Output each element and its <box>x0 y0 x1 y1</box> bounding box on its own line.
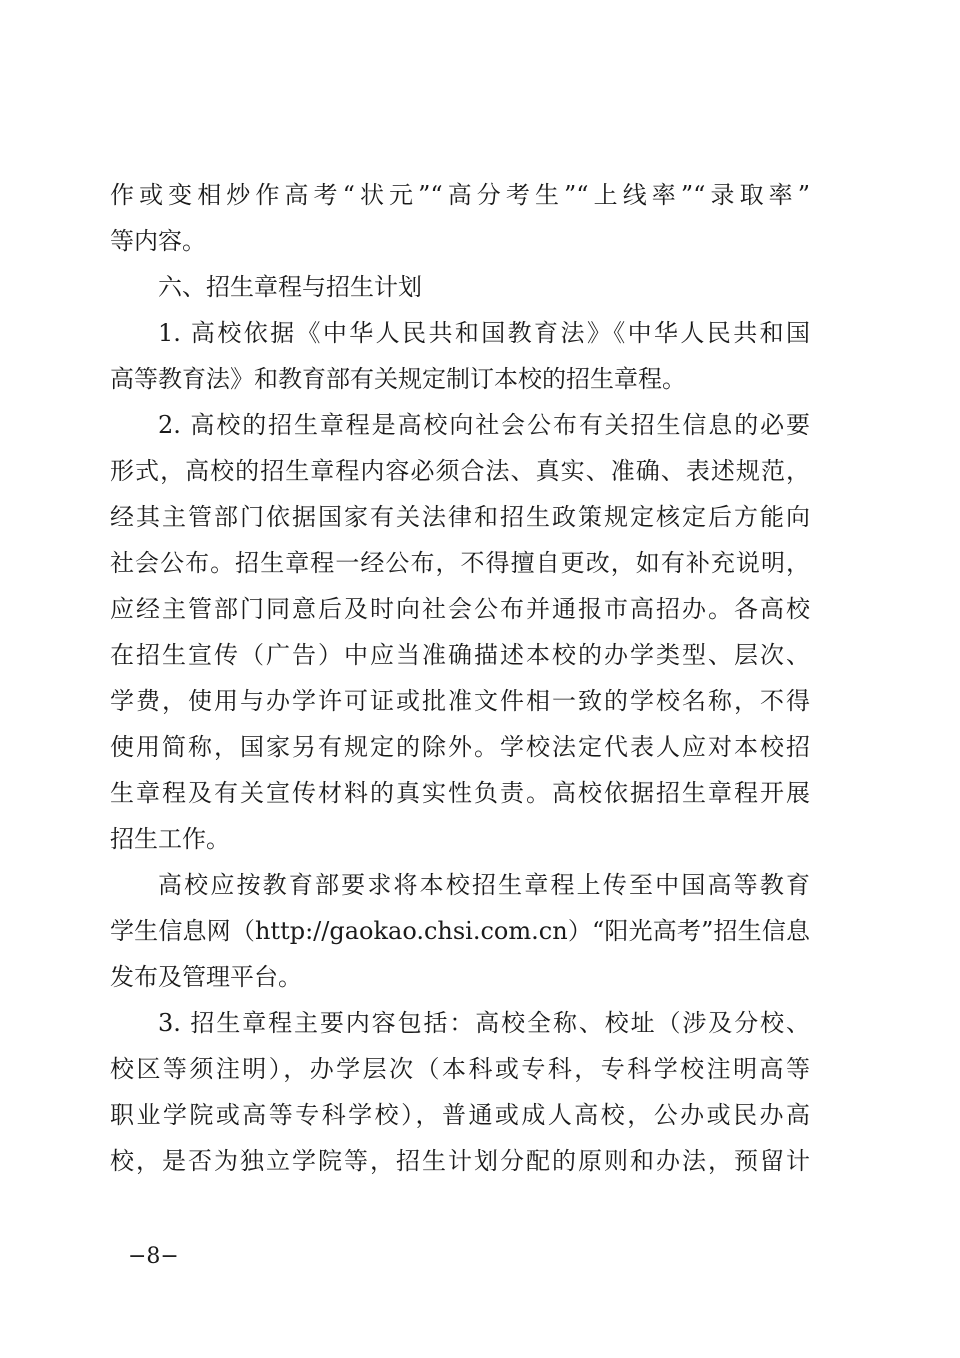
section-heading: 六、招生章程与招生计划 <box>158 273 422 301</box>
paragraph-line: 2. 高校的招生章程是高校向社会公布有关招生信息的必要 <box>158 411 810 439</box>
paragraph-line: 校，是否为独立学院等，招生计划分配的原则和办法，预留计 <box>110 1147 810 1175</box>
paragraph-line: 职业学院或高等专科学校），普通或成人高校，公办或民办高 <box>110 1101 810 1129</box>
paragraph-line: 等内容。 <box>110 227 206 255</box>
paragraph-line: 高校应按教育部要求将本校招生章程上传至中国高等教育 <box>158 871 810 899</box>
paragraph-line: 使用简称，国家另有规定的除外。学校法定代表人应对本校招 <box>110 733 810 761</box>
paragraph-line: 校区等须注明），办学层次（本科或专科，专科学校注明高等 <box>110 1055 810 1083</box>
paragraph-line: 高等教育法》和教育部有关规定制订本校的招生章程。 <box>110 365 686 393</box>
paragraph-line: 形式，高校的招生章程内容必须合法、真实、准确、表述规范， <box>110 457 810 485</box>
paragraph-line: 生章程及有关宣传材料的真实性负责。高校依据招生章程开展 <box>110 779 810 807</box>
paragraph-line: 应经主管部门同意后及时向社会公布并通报市高招办。各高校 <box>110 595 810 623</box>
paragraph-line: 学费，使用与办学许可证或批准文件相一致的学校名称，不得 <box>110 687 810 715</box>
paragraph-line: 学生信息网（http://gaokao.chsi.com.cn）“阳光高考”招生信息 <box>110 917 810 945</box>
paragraph-line: 社会公布。招生章程一经公布，不得擅自更改，如有补充说明， <box>110 549 810 577</box>
paragraph-line: 3. 招生章程主要内容包括：高校全称、校址（涉及分校、 <box>158 1009 810 1037</box>
paragraph-line: 作或变相炒作高考“状元”“高分考生”“上线率”“录取率” <box>110 181 810 209</box>
page-number: −8− <box>128 1244 179 1269</box>
paragraph-line: 经其主管部门依据国家有关法律和招生政策规定核定后方能向 <box>110 503 810 531</box>
paragraph-line: 1. 高校依据《中华人民共和国教育法》《中华人民共和国 <box>158 319 810 347</box>
paragraph-line: 在招生宣传（广告）中应当准确描述本校的办学类型、层次、 <box>110 641 810 669</box>
paragraph-line: 发布及管理平台。 <box>110 963 302 991</box>
body-text <box>110 172 810 1184</box>
paragraph-line: 招生工作。 <box>110 825 230 853</box>
